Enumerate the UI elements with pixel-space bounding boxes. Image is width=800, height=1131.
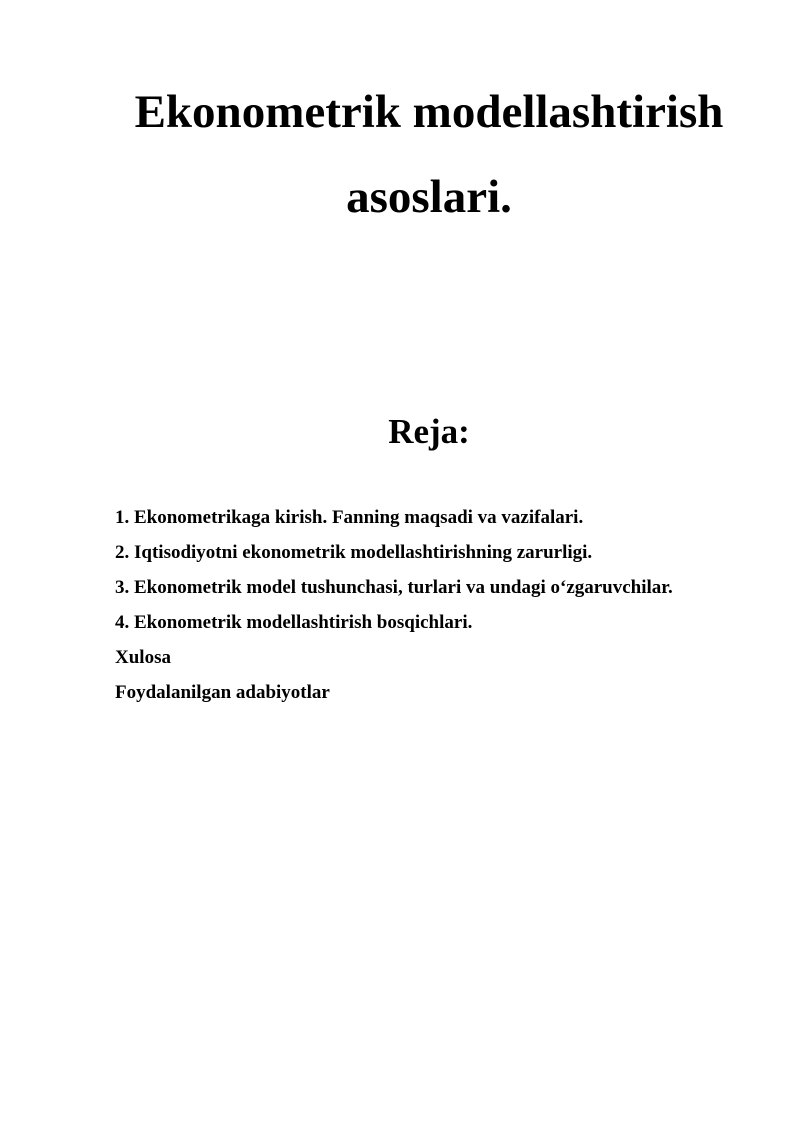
plan-item-conclusion: Xulosa bbox=[115, 647, 171, 668]
plan-item: 1. Ekonometrikaga kirish. Fanning maqsadi va vazifalari. bbox=[115, 507, 584, 528]
plan-item: 4. Ekonometrik modellashtirish bosqichlari. bbox=[115, 612, 473, 633]
plan-heading: Reja: bbox=[388, 412, 470, 451]
plan-item: 3. Ekonometrik model tushunchasi, turlari va undagi o‘zgaruvchilar. bbox=[115, 577, 673, 598]
plan-item: 2. Iqtisodiyotni ekonometrik modellashtirishning zarurligi. bbox=[115, 542, 593, 563]
plan-list bbox=[115, 500, 775, 710]
plan-item-references: Foydalanilgan adabiyotlar bbox=[115, 682, 330, 703]
document-title: Ekonometrik modellashtirish asoslari. bbox=[134, 86, 724, 223]
